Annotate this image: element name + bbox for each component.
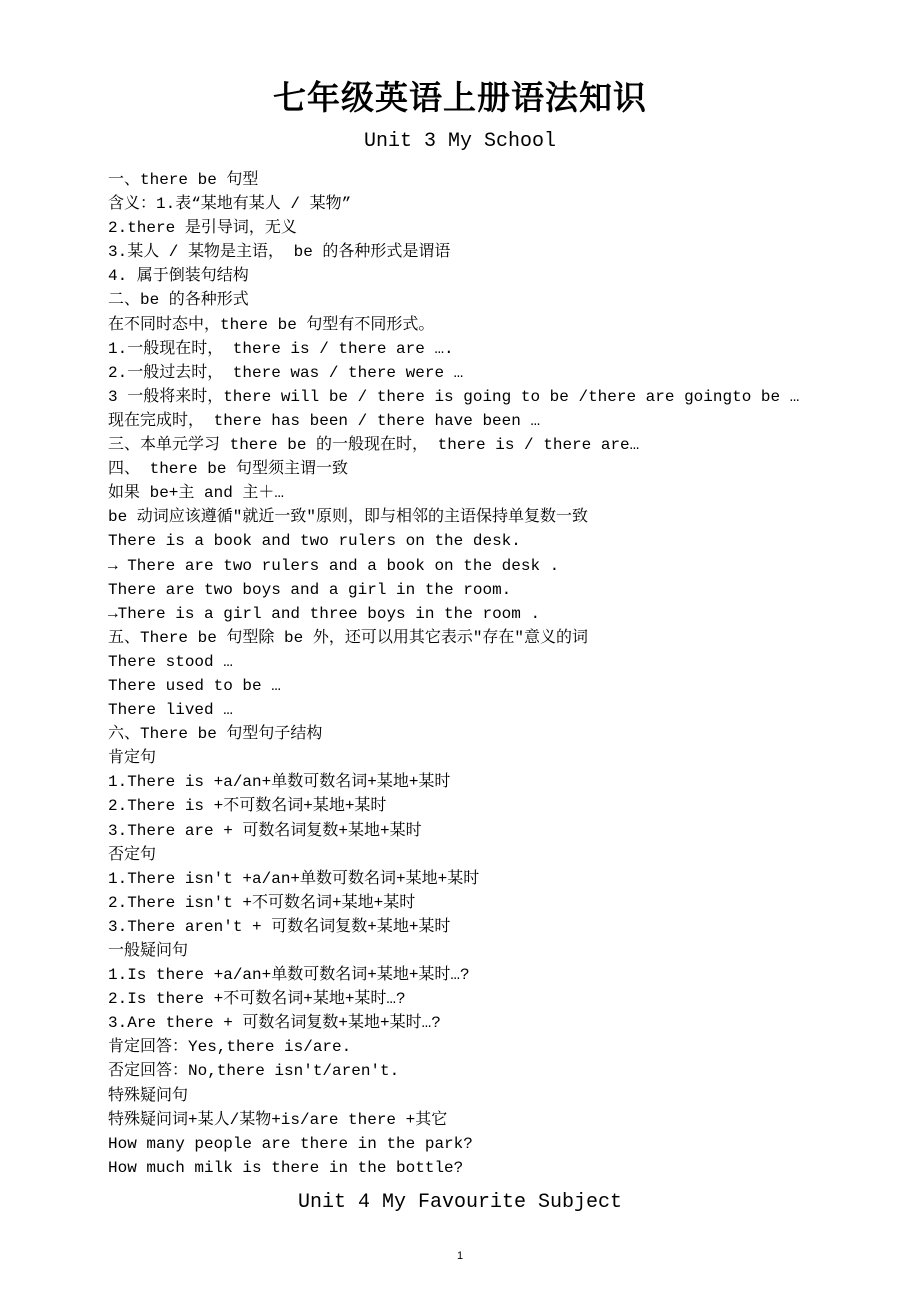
text-line: 否定句: [108, 845, 157, 864]
text-line: 1.There is +a/an+单数可数名词+某地+某时: [108, 773, 451, 792]
grammar-notes: [108, 168, 888, 1180]
text-line: 2.There is +不可数名词+某地+某时: [108, 797, 387, 816]
text-line: 肯定回答：Yes,there is/are.: [108, 1038, 352, 1057]
page-number: 1: [456, 1250, 464, 1262]
text-line: 1.一般现在时， there is / there are ….: [108, 339, 454, 358]
text-line: 肯定句: [108, 749, 157, 768]
text-line: 五、There be 句型除 be 外，还可以用其它表示"存在"意义的词: [108, 628, 589, 647]
text-line: 4. 属于倒装句结构: [108, 267, 249, 286]
text-line: 3.There are + 可数名词复数+某地+某时: [108, 821, 422, 840]
unit-4-heading: Unit 4 My Favourite Subject: [297, 1191, 623, 1214]
text-line: 一、there be 句型: [108, 171, 259, 189]
text-line: 四、 there be 句型须主谓一致: [108, 460, 349, 479]
text-line: There are two boys and a girl in the room.: [108, 580, 512, 599]
text-line: → There are two rulers and a book on the desk .: [108, 556, 560, 575]
text-line: 否定回答：No,there isn't/aren't.: [108, 1062, 400, 1081]
text-line: 在不同时态中，there be 句型有不同形式。: [108, 315, 435, 334]
text-line: 特殊疑问词+某人/某物+is/are there +其它: [108, 1110, 448, 1129]
text-line: There lived …: [108, 701, 233, 720]
text-line: There stood …: [108, 652, 233, 671]
text-line: How many people are there in the park?: [108, 1134, 473, 1153]
text-line: 含义：1.表“某地有某人 / 某物”: [108, 195, 352, 214]
text-line: 3.Are there + 可数名词复数+某地+某时…?: [108, 1014, 441, 1033]
document-title: 七年级英语上册语法知识: [273, 78, 647, 117]
text-line: There is a book and two rulers on the desk.: [108, 532, 521, 551]
text-line: →There is a girl and three boys in the room .: [108, 604, 541, 623]
text-line: How much milk is there in the bottle?: [108, 1158, 464, 1177]
text-line: 现在完成时， there has been / there have been …: [108, 411, 541, 430]
text-line: 三、本单元学习 there be 的一般现在时， there is / there are…: [108, 436, 640, 455]
text-line: 3.某人 / 某物是主语， be 的各种形式是谓语: [108, 243, 451, 262]
text-line: 2.there 是引导词，无义: [108, 219, 297, 238]
text-line: 3.There aren't + 可数名词复数+某地+某时: [108, 917, 451, 936]
unit-3-heading: Unit 3 My School: [363, 130, 557, 153]
text-line: 特殊疑问句: [108, 1086, 189, 1105]
text-line: 二、be 的各种形式: [108, 291, 249, 310]
text-line: 3 一般将来时，there will be / there is going to be /there are goingto be …: [108, 387, 800, 406]
text-line: 六、There be 句型句子结构: [108, 725, 323, 744]
text-line: 一般疑问句: [108, 942, 189, 960]
text-line: There used to be …: [108, 676, 281, 695]
text-line: 1.Is there +a/an+单数可数名词+某地+某时…?: [108, 966, 470, 985]
text-line: 2.There isn't +不可数名词+某地+某时: [108, 893, 416, 912]
text-line: 2.一般过去时， there was / there were …: [108, 363, 464, 382]
text-line: 1.There isn't +a/an+单数可数名词+某地+某时: [108, 869, 480, 888]
text-line: 2.Is there +不可数名词+某地+某时…?: [108, 990, 406, 1009]
text-line: 如果 be+主 and 主＋…: [108, 484, 285, 503]
text-line: be 动词应该遵循"就近一致"原则，即与相邻的主语保持单复数一致: [108, 508, 589, 527]
